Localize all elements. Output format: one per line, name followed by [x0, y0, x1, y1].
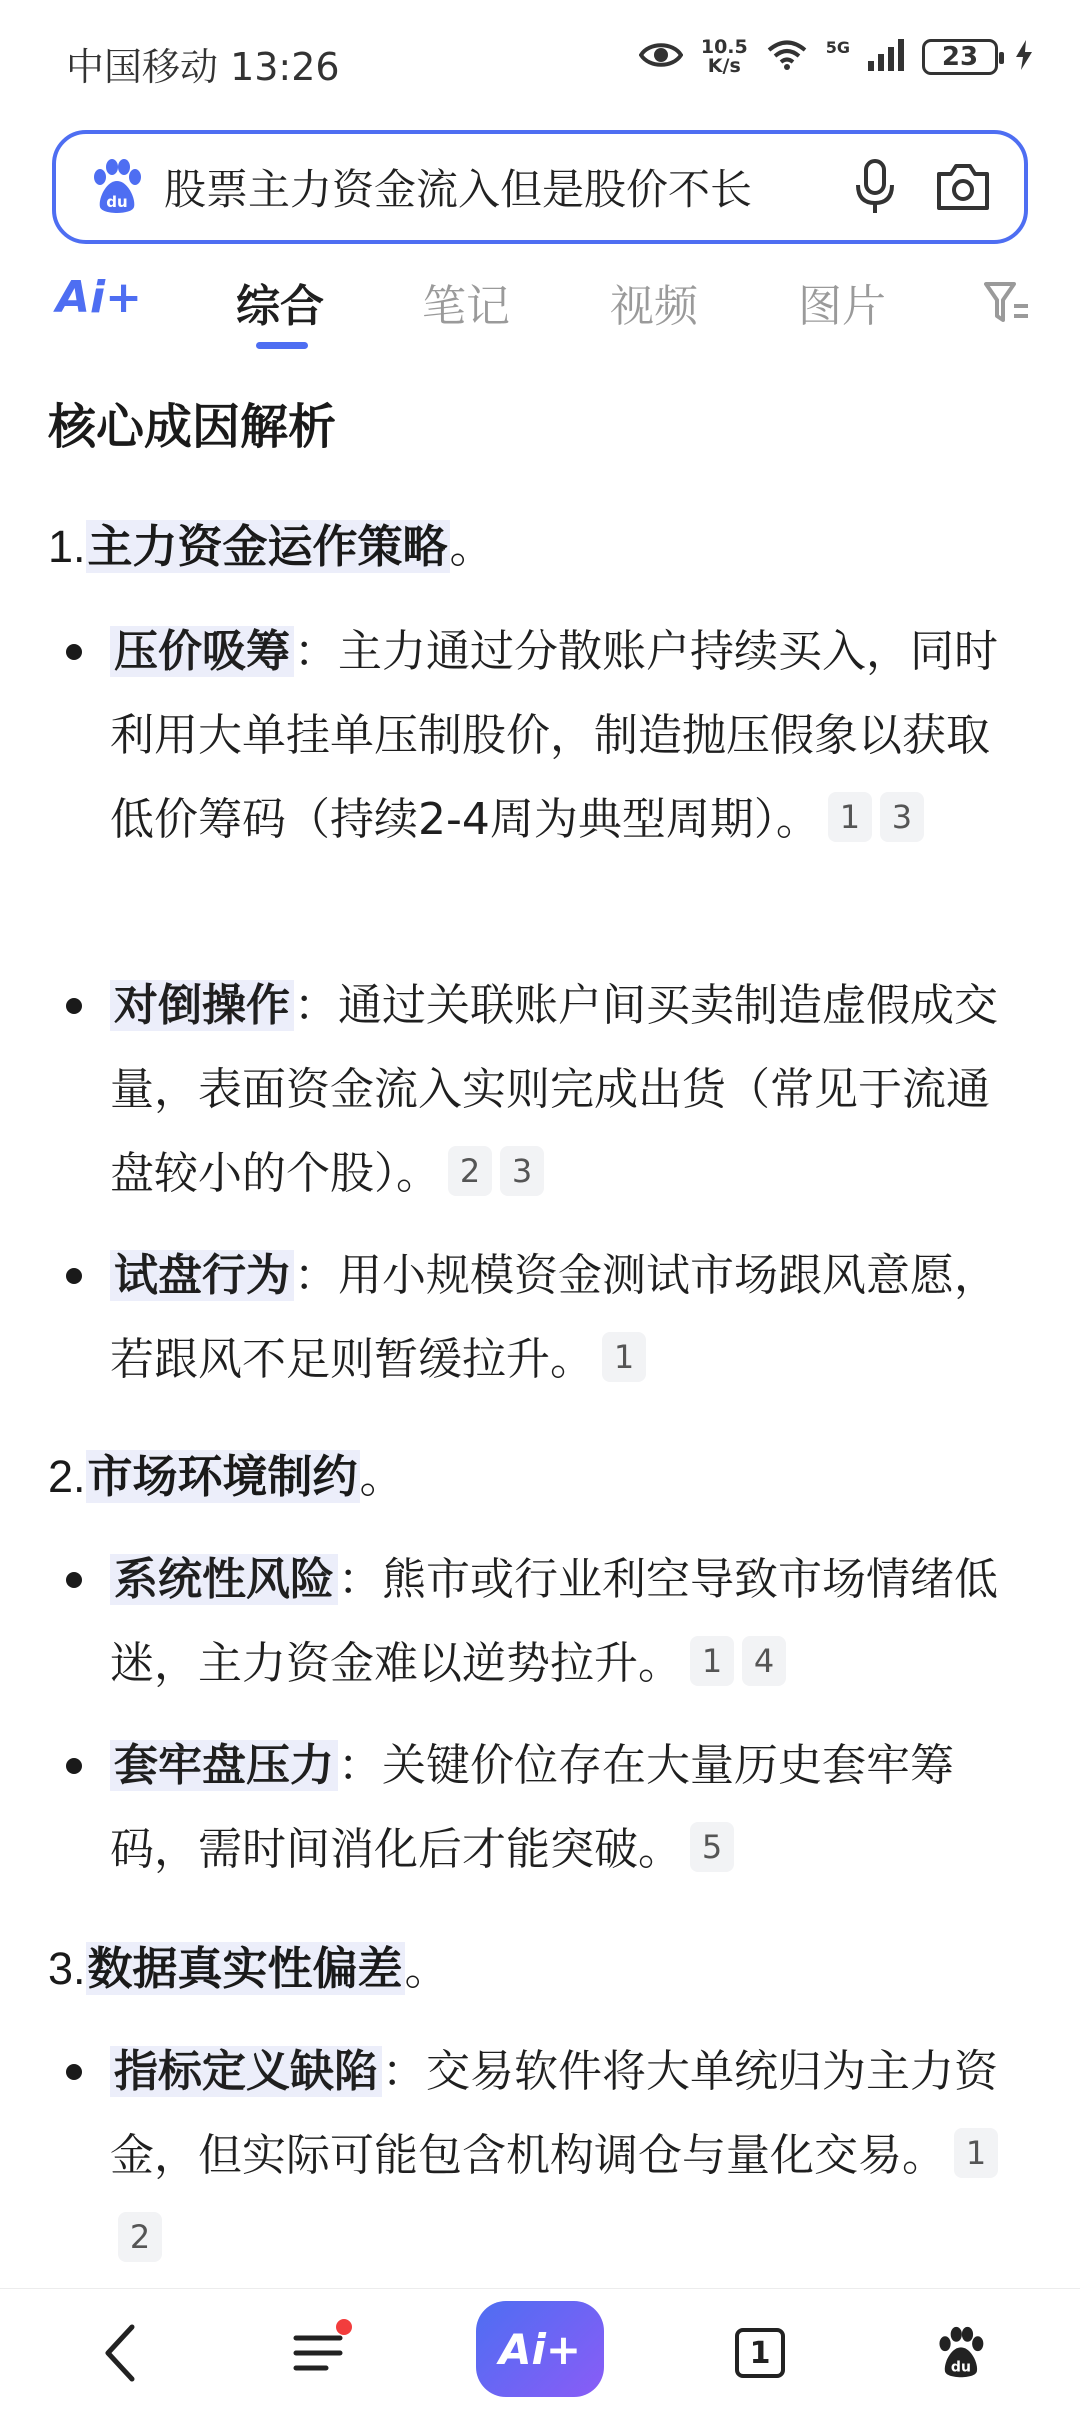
network-type: 5G: [825, 37, 850, 57]
svg-text:du: du: [950, 2359, 971, 2376]
tab-count: 1: [735, 2328, 785, 2378]
menu-icon[interactable]: [280, 2313, 360, 2393]
list-item: 指标定义缺陷：交易软件将大单统归为主力资金，但实际可能包含机构调仓与量化交易。 12: [110, 2030, 1030, 2282]
citation-badge[interactable]: 1: [954, 2128, 998, 2178]
citation-badge[interactable]: 1: [690, 1636, 734, 1686]
citation-badge[interactable]: 1: [828, 792, 872, 842]
answer-content: [0, 360, 1080, 2288]
network-speed: 10.5 K/s: [700, 36, 748, 77]
list-item: 套牢盘压力：关键价位存在大量历史套牢筹码，需时间消化后才能突破。 5: [110, 1724, 1030, 1892]
back-icon[interactable]: [80, 2313, 160, 2393]
section-title: 1.主力资金运作策略。: [48, 520, 495, 573]
signal-icon: [868, 39, 904, 75]
tab-notes[interactable]: 笔记: [422, 281, 510, 332]
camera-icon[interactable]: [932, 156, 994, 218]
search-bar[interactable]: [52, 130, 1028, 244]
list-item: 对倒操作：通过关联账户间买卖制造虚假成交量，表面资金流入实则完成出货（常见于流通盘较小的个股）。 2 3: [110, 964, 1030, 1216]
tab-ai[interactable]: Ai+: [56, 272, 143, 323]
tab-images[interactable]: 图片: [798, 281, 886, 332]
citation-badge[interactable]: 1: [602, 1332, 646, 1382]
tabs-button[interactable]: [720, 2313, 800, 2393]
svg-text:du: du: [106, 193, 128, 211]
charging-icon: [1016, 40, 1032, 74]
microphone-icon[interactable]: [844, 156, 906, 218]
citation-badge[interactable]: 2: [118, 2212, 162, 2262]
active-tab-indicator: [256, 342, 308, 349]
section-title: 3.数据真实性偏差。: [48, 1942, 450, 1995]
section-title: 2.市场环境制约。: [48, 1450, 405, 1503]
citation-badge[interactable]: 4: [742, 1636, 786, 1686]
carrier-time: 中国移动 13:26: [66, 45, 340, 89]
list-item: 压价吸筹：主力通过分散账户持续买入，同时利用大单挂单压制股价，制造抛压假象以获取低价筹码（持续2-4周为典型周期）。 1 3: [110, 610, 1030, 862]
citation-badge[interactable]: 3: [500, 1146, 544, 1196]
eye-icon: [639, 40, 683, 74]
battery-indicator: 23: [922, 39, 998, 75]
bottom-nav: [0, 2288, 1080, 2412]
citation-badge[interactable]: 5: [690, 1822, 734, 1872]
notification-dot: [336, 2319, 352, 2335]
list-item: 系统性风险：熊市或行业利空导致市场情绪低迷，主力资金难以逆势拉升。 1 4: [110, 1538, 1030, 1706]
tab-comprehensive[interactable]: 综合: [236, 281, 324, 332]
list-item: 试盘行为：用小规模资金测试市场跟风意愿，若跟风不足则暂缓拉升。 1: [110, 1234, 1030, 1402]
ai-assistant-button[interactable]: Ai+: [476, 2301, 604, 2397]
tab-videos[interactable]: 视频: [610, 281, 698, 332]
baidu-home-icon[interactable]: [920, 2313, 1000, 2393]
baidu-paw-icon[interactable]: [86, 157, 146, 217]
citation-badge[interactable]: 3: [880, 792, 924, 842]
search-tabs: [0, 262, 1080, 352]
section-heading: 核心成因解析: [48, 399, 337, 455]
filter-icon[interactable]: [984, 280, 1030, 328]
wifi-icon: [766, 39, 808, 75]
status-bar: [0, 0, 1080, 120]
search-input[interactable]: 股票主力资金流入但是股价不长: [164, 165, 753, 214]
citation-badge[interactable]: 2: [448, 1146, 492, 1196]
